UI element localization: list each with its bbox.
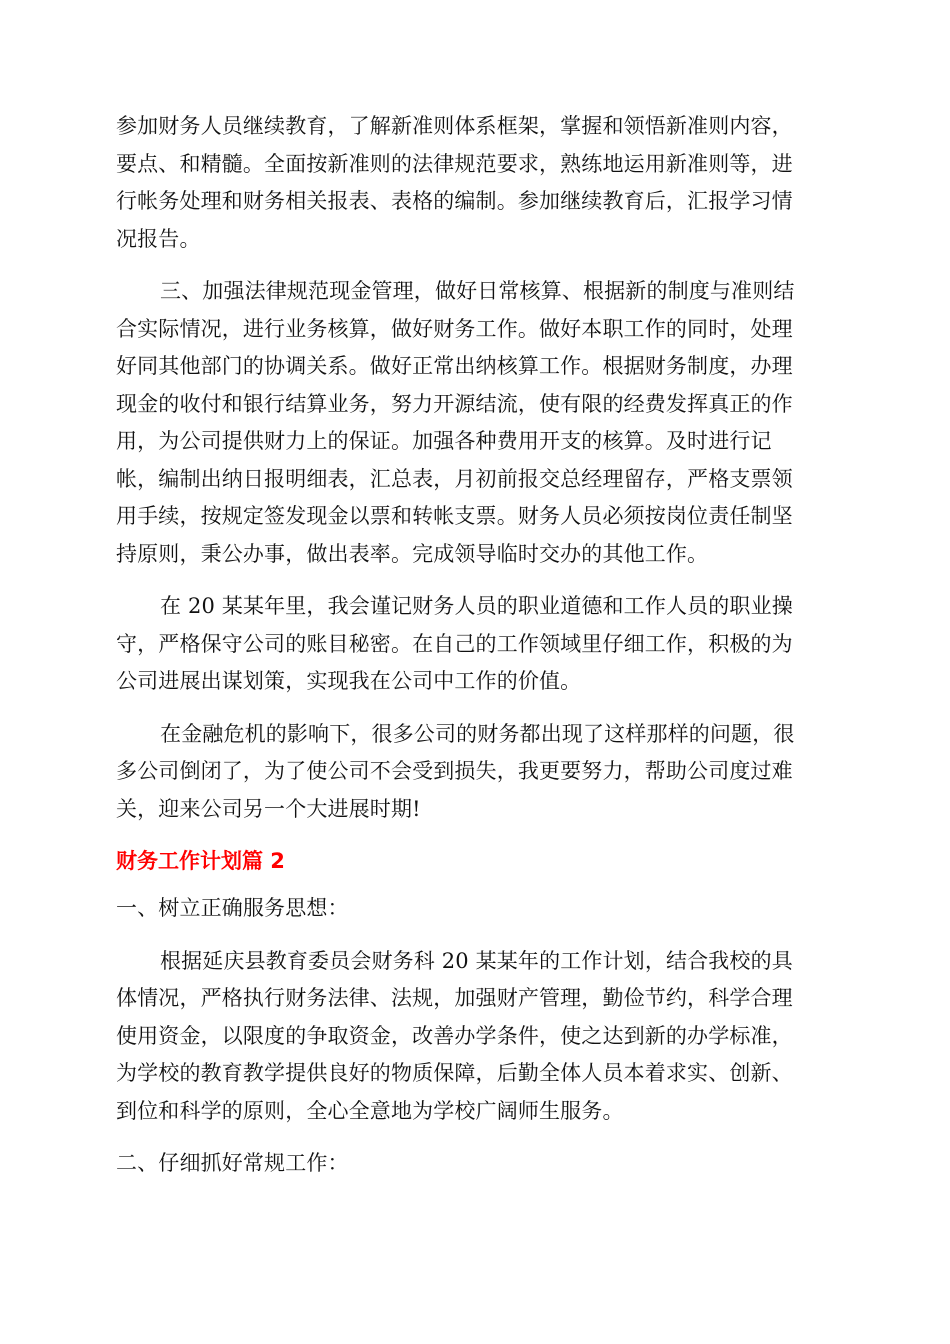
text-line: 参加财务人员继续教育，了解新准则体系框架，掌握和领悟新准则内容， (116, 114, 793, 138)
paragraph-financial-crisis (116, 716, 832, 829)
text-line: 好同其他部门的协调关系。做好正常出纳核算工作。根据财务制度，办理 (116, 354, 793, 378)
subheading-routine-work (116, 1145, 832, 1183)
text-line: 公司进展出谋划策，实现我在公司中工作的价值。 (116, 669, 582, 693)
section-heading: 财务工作计划篇 2 (116, 849, 285, 873)
text-line: 关，迎来公司另一个大进展时期! (116, 796, 421, 821)
text-line: 到位和科学的原则，全心全意地为学校广阔师生服务。 (116, 1098, 624, 1123)
text-line: 持原则，秉公办事，做出表率。完成领导临时交办的其他工作。 (116, 541, 709, 566)
text-line: 帐，编制出纳日报明细表，汇总表，月初前报交总经理留存，严格支票领 (116, 466, 793, 491)
text-line: 三、加强法律规范现金管理，做好日常核算、根据新的制度与准则结 (160, 279, 795, 303)
text-line: 用手续，按规定签发现金以票和转帐支票。财务人员必须按岗位责任制坚 (116, 504, 793, 528)
text-line: 多公司倒闭了，为了使公司不会受到损失，我更要努力，帮助公司度过难 (116, 759, 793, 783)
text-line: 在金融危机的影响下，很多公司的财务都出现了这样那样的问题，很 (160, 721, 795, 746)
text-line: 在 20 某某年里，我会谨记财务人员的职业道德和工作人员的职业操 (160, 594, 793, 618)
text-line: 现金的收付和银行结算业务，努力开源结流，使有限的经费发挥真正的作 (116, 391, 793, 416)
subheading-service-thinking (116, 890, 832, 928)
text-line: 为学校的教育教学提供良好的物质保障，后勤全体人员本着求实、创新、 (116, 1061, 793, 1085)
text-line: 况报告。 (116, 226, 201, 251)
text-line: 用，为公司提供财力上的保证。加强各种费用开支的核算。及时进行记 (116, 429, 772, 453)
text-line: 要点、和精髓。全面按新准则的法律规范要求，熟练地运用新准则等，进 (116, 151, 793, 176)
text-line: 使用资金，以限度的争取资金，改善办学条件，使之达到新的办学标准， (116, 1023, 793, 1048)
text-line: 根据延庆县教育委员会财务科 20 某某年的工作计划，结合我校的具 (160, 948, 793, 973)
text-line: 合实际情况，进行业务核算，做好财务工作。做好本职工作的同时，处理 (116, 316, 793, 341)
paragraph-cash-management (116, 273, 832, 573)
text-line: 守，严格保守公司的账目秘密。在自己的工作领域里仔细工作，积极的为 (116, 631, 793, 656)
text-line: 体情况，严格执行财务法律、法规，加强财产管理，勤俭节约，科学合理 (116, 986, 793, 1010)
text-line: 二、仔细抓好常规工作： (116, 1151, 349, 1175)
paragraph-work-plan (116, 943, 832, 1131)
paragraph-continuing-education (116, 108, 832, 258)
paragraph-professional-ethics (116, 588, 832, 701)
text-line: 一、树立正确服务思想： (116, 896, 349, 920)
document-page (116, 108, 832, 1198)
text-line: 行帐务处理和财务相关报表、表格的编制。参加继续教育后，汇报学习情 (116, 189, 793, 213)
